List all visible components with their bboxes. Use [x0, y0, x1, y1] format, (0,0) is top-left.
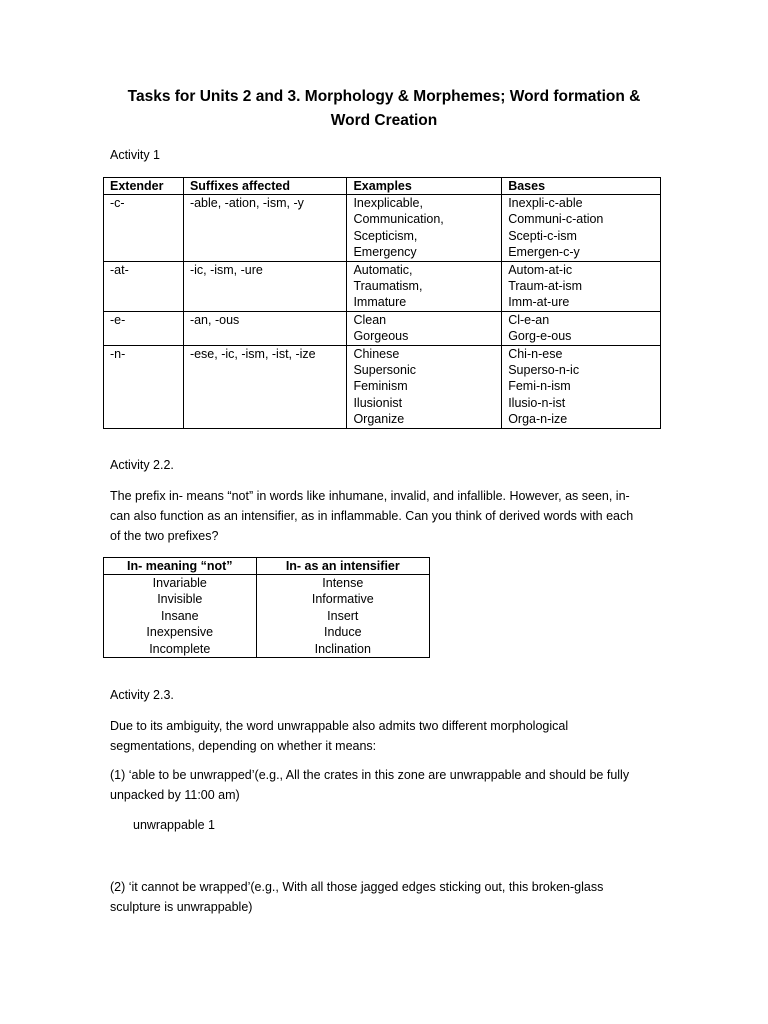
table-row [104, 311, 661, 345]
col-header-suffixes: Suffixes affected [183, 178, 347, 195]
example-word: Chinese [353, 346, 400, 361]
col-header-examples: Examples [347, 178, 502, 195]
example-word: Feminism [353, 379, 408, 394]
base-word: Gorg-e-ous [508, 329, 572, 344]
base-word: Cl-e-an [508, 312, 550, 327]
examples-cell [347, 345, 502, 428]
not-word: Invisible [157, 592, 203, 607]
paragraph-line: Due to its ambiguity, the word unwrappable also admits two different morphological [110, 719, 569, 733]
col-header-not: In- meaning “not” [104, 558, 257, 575]
not-word: Incomplete [149, 641, 211, 656]
paragraph-line: The prefix in- means “not” in words like inhumane, invalid, and infallible. However, as seen, in- [110, 489, 630, 503]
col-header-bases: Bases [502, 178, 661, 195]
base-word: Superso-n-ic [508, 363, 580, 378]
extender-cell: -e- [104, 311, 184, 345]
extender-cell: -c- [104, 195, 184, 262]
not-word: Invariable [152, 576, 207, 590]
not-word: Insane [161, 608, 199, 623]
base-word: Traum-at-ism [508, 279, 583, 294]
col-header-extender: Extender [104, 178, 184, 195]
example-word: Gorgeous [353, 329, 409, 344]
table-header-row [104, 558, 430, 575]
intensifier-word: Informative [311, 592, 374, 607]
base-word: Orga-n-ize [508, 412, 568, 427]
base-word: Autom-at-ic [508, 262, 573, 277]
extender-cell: -n- [104, 345, 184, 428]
suffixes-cell: -an, -ous [183, 311, 347, 345]
base-word: Emergen-c-y [508, 245, 580, 260]
item-line: unpacked by 11:00 am) [110, 788, 240, 802]
activity23-item-2 [110, 877, 670, 917]
bases-cell [502, 311, 661, 345]
example-word: Clean [353, 312, 387, 327]
title-line-2: Word Creation [330, 112, 438, 129]
base-word: Femi-n-ism [508, 379, 571, 394]
table-header-row [104, 178, 661, 195]
title-line-1: Tasks for Units 2 and 3. Morphology & Morphemes; Word formation & [127, 88, 641, 105]
bases-cell [502, 261, 661, 311]
example-word: Scepticism, [353, 228, 418, 243]
suffixes-cell: -ic, -ism, -ure [183, 261, 347, 311]
extender-cell: -at- [104, 261, 184, 311]
activity23-heading: Activity 2.3. [110, 688, 174, 702]
extender-table [103, 177, 661, 429]
intensifier-word: Intense [322, 576, 364, 590]
item-line: sculpture is unwrappable) [110, 900, 253, 914]
paragraph-line: can also function as an intensifier, as in inflammable. Can you think of derived words with each [110, 509, 634, 523]
bases-cell [502, 195, 661, 262]
col-header-intensifier: In- as an intensifier [256, 558, 429, 575]
in-prefix-table [103, 557, 430, 658]
intensifier-word: Insert [327, 608, 359, 623]
paragraph-line: of the two prefixes? [110, 529, 219, 543]
example-word: Emergency [353, 245, 417, 260]
example-word: Inexplicable, [353, 196, 423, 210]
base-word: Chi-n-ese [508, 346, 563, 361]
intensifier-words-cell [256, 575, 429, 658]
suffixes-cell: -able, -ation, -ism, -y [183, 195, 347, 262]
item-1-answer: unwrappable 1 [133, 818, 216, 832]
table-row [104, 345, 661, 428]
item-line: (1) ‘able to be unwrapped’(e.g., All the crates in this zone are unwrappable and should be fully [110, 768, 630, 782]
example-word: Ilusionist [353, 395, 403, 410]
activity22-paragraph [110, 486, 670, 546]
activity22-heading: Activity 2.2. [110, 458, 174, 472]
table-row [104, 261, 661, 311]
example-word: Communication, [353, 212, 444, 227]
base-word: Communi-c-ation [508, 212, 604, 227]
activity23-item-1 [110, 765, 670, 805]
not-word: Inexpensive [146, 625, 214, 640]
examples-cell [347, 311, 502, 345]
table-row [104, 195, 661, 262]
table-row [104, 575, 430, 658]
bases-cell [502, 345, 661, 428]
example-word: Traumatism, [353, 279, 423, 294]
base-word: Scepti-c-ism [508, 228, 577, 243]
not-words-cell [104, 575, 257, 658]
item-line: (2) ‘it cannot be wrapped’(e.g., With all those jagged edges sticking out, this broken-glass [110, 880, 604, 894]
example-word: Supersonic [353, 363, 416, 378]
example-word: Automatic, [353, 262, 413, 277]
base-word: Ilusio-n-ist [508, 395, 566, 410]
intensifier-word: Induce [324, 625, 362, 640]
example-word: Immature [353, 295, 407, 310]
activity23-paragraph [110, 716, 670, 756]
example-word: Organize [353, 412, 405, 427]
suffixes-cell: -ese, -ic, -ism, -ist, -ize [183, 345, 347, 428]
base-word: Inexpli-c-able [508, 196, 583, 210]
activity1-heading: Activity 1 [110, 148, 161, 162]
paragraph-line: segmentations, depending on whether it means: [110, 739, 377, 753]
examples-cell [347, 261, 502, 311]
page-title [104, 85, 664, 133]
base-word: Imm-at-ure [508, 295, 570, 310]
intensifier-word: Inclination [314, 641, 371, 656]
examples-cell [347, 195, 502, 262]
